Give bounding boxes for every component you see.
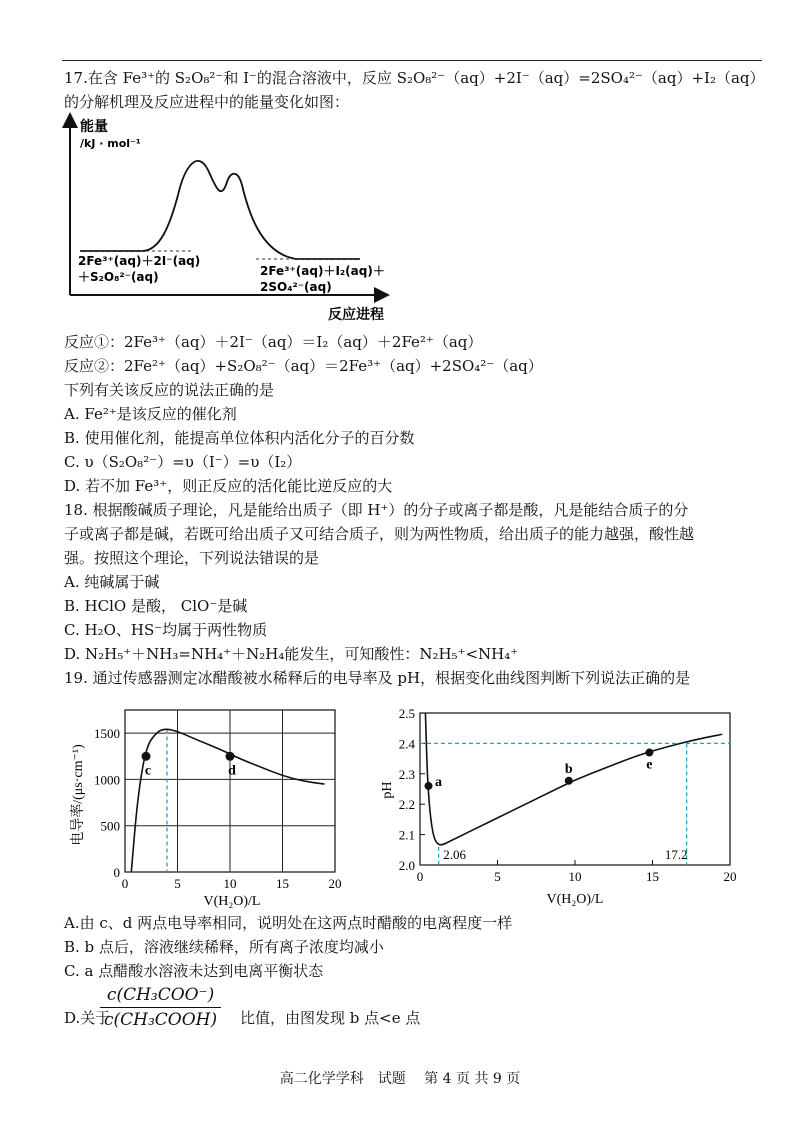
ph-y-tick: 2.1	[398, 827, 415, 843]
q18-option-b: B. HClO 是酸， ClO⁻是碱	[64, 597, 248, 615]
ph-x-tick: 0	[416, 869, 424, 884]
ph-y-tick: 2.3	[398, 766, 415, 782]
reactants-label-1: 2Fe³⁺(aq)＋2I⁻(aq)	[78, 254, 201, 268]
q19-option-c: C. a 点醋酸水溶液未达到电离平衡状态	[64, 962, 324, 980]
q18-stem-line3: 强。按照这个理论，下列说法错误的是	[64, 549, 320, 567]
q17-option-b: B. 使用催化剂，能提高单位体积内活化分子的百分数	[64, 429, 415, 447]
conductivity-curve	[131, 729, 324, 872]
energy-x-label: 反应进程	[328, 307, 384, 323]
ph-y-label: pH	[380, 781, 395, 799]
q17-stem-line2: 的分解机理及反应进程中的能量变化如图：	[64, 93, 350, 111]
reactants-label-2: ＋S₂O₈²⁻(aq)	[78, 270, 159, 284]
q17-reaction1: 反应①：2Fe³⁺（aq）＋2I⁻（aq）＝I₂（aq）＋2Fe²⁺（aq）	[64, 333, 483, 351]
q19-option-d-fraction	[100, 985, 221, 1030]
q17-stem-line1: 17.在含 Fe³⁺的 S₂O₈²⁻和 I⁻的混合溶液中，反应 S₂O₈²⁻（aq）+2I⁻（aq）=2SO₄²⁻（aq）+I₂（aq）	[64, 69, 765, 87]
conductivity-x-tick: 15	[276, 876, 289, 891]
q17-option-d: D. 若不加 Fe³⁺，则正反应的活化能比逆反应的大	[64, 477, 393, 495]
conductivity-x-tick: 20	[328, 876, 342, 891]
ph-y-tick: 2.4	[398, 736, 415, 752]
q18-stem-line2: 子或离子都是碱，若既可给出质子又可结合质子，则为两性物质，给出质子的能力越强，酸性越	[64, 525, 695, 543]
conductivity-x-tick: 5	[174, 876, 181, 891]
q18-option-c: C. H₂O、HS⁻均属于两性物质	[64, 621, 268, 639]
conductivity-y-tick: 1000	[94, 772, 120, 788]
energy-curve	[80, 161, 360, 259]
ph-point-e	[645, 749, 653, 757]
ph-point-label: e	[646, 757, 653, 773]
fraction-bar	[100, 1007, 221, 1008]
conductivity-x-label: V(H₂O)/L	[203, 894, 261, 909]
conductivity-y-tick: 500	[100, 818, 120, 834]
energy-diagram	[60, 115, 400, 325]
ph-y-tick: 2.0	[398, 858, 415, 873]
ph-point-b	[565, 777, 573, 785]
q18-stem-line1: 18. 根据酸碱质子理论，凡是能给出质子（即 H⁺）的分子或离子都是酸，凡是能结合质子的分	[64, 501, 689, 519]
q19-option-d-suffix: 比值，由图发现 b 点<e 点	[240, 1009, 421, 1027]
conductivity-y-tick: 1500	[94, 726, 120, 742]
q17-option-a: A. Fe²⁺是该反应的催化剂	[64, 405, 237, 423]
q19-option-b: B. b 点后，溶液继续稀释，所有离子浓度均减小	[64, 938, 384, 956]
conductivity-point-label: d	[228, 763, 236, 779]
q17-option-c: C. υ（S₂O₈²⁻）=υ（I⁻）=υ（I₂）	[64, 453, 302, 471]
conductivity-point-d	[226, 752, 235, 761]
ph-x-tick: 20	[723, 869, 737, 884]
q19-option-a: A.由 c、d 两点电导率相同，说明处在这两点时醋酸的电离程度一样	[64, 914, 513, 932]
products-label-1: 2Fe³⁺(aq)＋I₂(aq)＋	[260, 264, 385, 278]
ph-x-tick: 5	[494, 869, 501, 884]
ph-x-tick: 15	[646, 869, 659, 884]
q19-option-d-prefix: D.关于	[64, 1009, 111, 1027]
ph-point-label: a	[435, 774, 443, 790]
ph-point-a	[425, 782, 433, 790]
fraction-denominator: c(CH₃COOH)	[104, 1010, 218, 1030]
products-label-2: 2SO₄²⁻(aq)	[260, 280, 332, 294]
energy-y-label: 能量	[80, 119, 108, 135]
conductivity-y-label: 电导率/(μs·cm⁻¹)	[71, 744, 86, 846]
conductivity-point-c	[142, 752, 151, 761]
q18-option-a: A. 纯碱属于碱	[64, 573, 160, 591]
q17-prompt: 下列有关该反应的说法正确的是	[64, 381, 275, 399]
ph-x-tick: 10	[568, 869, 582, 884]
conductivity-x-tick: 10	[223, 876, 237, 891]
conductivity-point-label: c	[144, 763, 152, 779]
ph-y-tick: 2.5	[398, 706, 415, 721]
ph-y-tick: 2.2	[398, 797, 415, 813]
header-rule	[62, 60, 762, 61]
q17-reaction2: 反应②：2Fe²⁺（aq）+S₂O₈²⁻（aq）＝2Fe³⁺（aq）+2SO₄²⁻（aq）	[64, 357, 543, 375]
ph-volume-annotation: 17.2	[664, 846, 688, 862]
conductivity-chart	[60, 700, 360, 910]
ph-point-label: b	[564, 761, 573, 777]
ph-min-annotation: 2.06	[443, 846, 466, 862]
ph-plot-frame	[420, 713, 730, 865]
q19-stem: 19. 通过传感器测定冰醋酸被水稀释后的电导率及 pH，根据变化曲线图判断下列说法正确的是	[64, 669, 691, 687]
q18-option-d: D. N₂H₅⁺＋NH₃=NH₄⁺＋N₂H₄能发生，可知酸性：N₂H₅⁺<NH₄⁺	[64, 645, 519, 663]
ph-x-label: V(H₂O)/L	[546, 892, 604, 907]
fraction-numerator: c(CH₃COO⁻)	[106, 985, 215, 1005]
conductivity-x-tick: 0	[121, 876, 129, 891]
ph-curve	[425, 713, 722, 845]
ph-chart	[375, 700, 755, 910]
conductivity-y-tick: 0	[113, 865, 120, 880]
page-footer: 高二化学学科 试题 第 4 页 共 9 页	[279, 1071, 521, 1087]
energy-y-unit: /kJ · mol⁻¹	[80, 137, 141, 150]
